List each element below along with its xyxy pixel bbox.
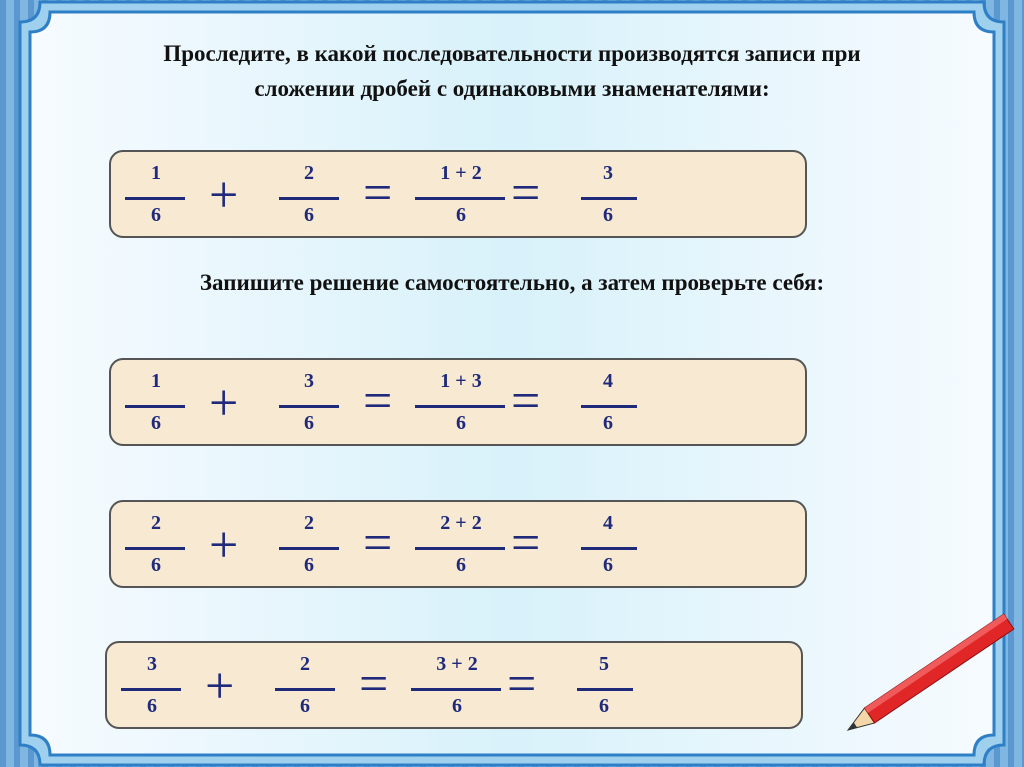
result-denominator: 6 bbox=[599, 695, 609, 717]
plus-sign: + bbox=[209, 517, 239, 574]
sum-numerator: 2 + 2 bbox=[440, 512, 482, 534]
fraction-b-denominator: 6 bbox=[304, 204, 314, 226]
title-line-1: Проследите, в какой последовательности производятся записи при bbox=[163, 41, 861, 66]
equals-sign-2: = bbox=[507, 656, 537, 713]
result-numerator: 3 bbox=[603, 162, 613, 184]
sum-numerator: 3 + 2 bbox=[436, 653, 478, 675]
title-line-2: сложении дробей с одинаковыми знаменателями: bbox=[254, 76, 770, 101]
fraction-a-denominator: 6 bbox=[151, 412, 161, 434]
result-denominator: 6 bbox=[603, 412, 613, 434]
fraction-a-denominator: 6 bbox=[147, 695, 157, 717]
result-numerator: 4 bbox=[603, 512, 613, 534]
sum-denominator: 6 bbox=[452, 695, 462, 717]
fraction-b-denominator: 6 bbox=[300, 695, 310, 717]
equals-sign-1: = bbox=[363, 165, 393, 222]
plus-sign: + bbox=[209, 375, 239, 432]
result-denominator: 6 bbox=[603, 204, 613, 226]
fraction-a-numerator: 2 bbox=[151, 512, 161, 534]
plus-sign: + bbox=[209, 167, 239, 224]
equals-sign-1: = bbox=[359, 656, 389, 713]
result-numerator: 5 bbox=[599, 653, 609, 675]
fraction-b-denominator: 6 bbox=[304, 554, 314, 576]
sum-denominator: 6 bbox=[456, 412, 466, 434]
sum-denominator: 6 bbox=[456, 554, 466, 576]
result-denominator: 6 bbox=[603, 554, 613, 576]
sum-numerator: 1 + 2 bbox=[440, 162, 482, 184]
plus-sign: + bbox=[205, 658, 235, 715]
fraction-b-numerator: 2 bbox=[304, 162, 314, 184]
fraction-a-denominator: 6 bbox=[151, 554, 161, 576]
fraction-a-numerator: 3 bbox=[147, 653, 157, 675]
fraction-b-numerator: 2 bbox=[300, 653, 310, 675]
fraction-b-denominator: 6 bbox=[304, 412, 314, 434]
fraction-a-denominator: 6 bbox=[151, 204, 161, 226]
sum-numerator: 1 + 3 bbox=[440, 370, 482, 392]
fraction-b-numerator: 3 bbox=[304, 370, 314, 392]
fraction-a-numerator: 1 bbox=[151, 370, 161, 392]
fraction-b-numerator: 2 bbox=[304, 512, 314, 534]
instruction-text: Запишите решение самостоятельно, а затем проверьте себя: bbox=[199, 270, 825, 295]
fraction-a-numerator: 1 bbox=[151, 162, 161, 184]
equals-sign-1: = bbox=[363, 515, 393, 572]
equals-sign-2: = bbox=[511, 165, 541, 222]
equals-sign-1: = bbox=[363, 373, 393, 430]
sum-denominator: 6 bbox=[456, 204, 466, 226]
result-numerator: 4 bbox=[603, 370, 613, 392]
equals-sign-2: = bbox=[511, 373, 541, 430]
equals-sign-2: = bbox=[511, 515, 541, 572]
